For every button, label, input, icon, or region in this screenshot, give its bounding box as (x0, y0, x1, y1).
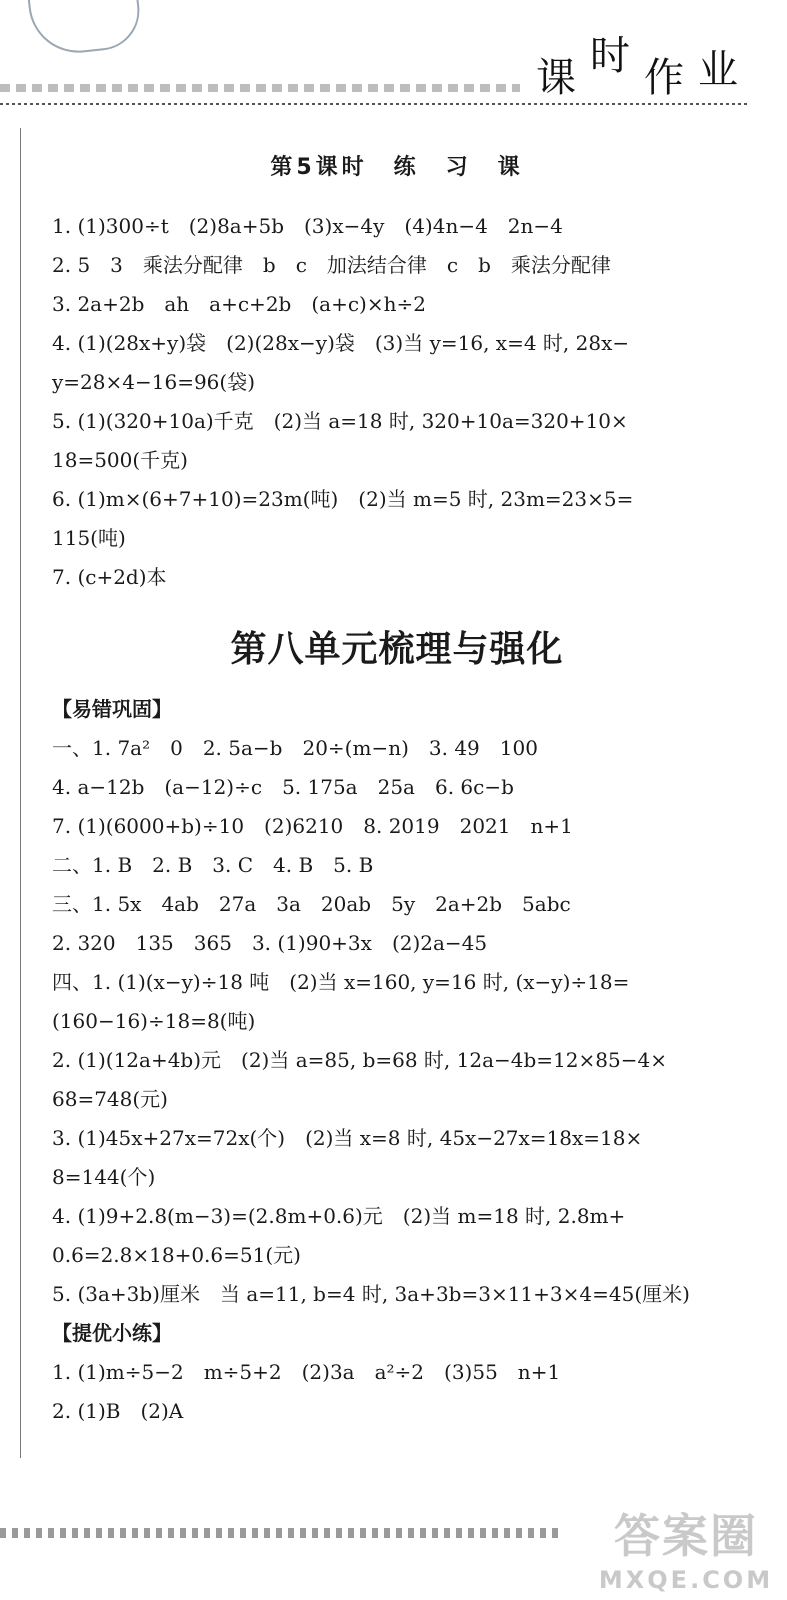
answer-line: 4. (1)(28x+y)袋 (2)(28x−y)袋 (3)当 y=16, x=4 时, 28x− (52, 331, 630, 355)
answer-line: 115(吨) (52, 526, 126, 550)
answer-line: 2. (1)B (2)A (52, 1399, 184, 1423)
section-heading: 【提优小练】 (52, 1321, 172, 1345)
header-dotted-rule (0, 103, 748, 105)
unit-answers-1 (52, 729, 742, 1314)
unit-title: 第八单元梳理与强化 (230, 629, 564, 670)
unit-answers-2 (52, 1353, 742, 1431)
answer-line: 一、1. 7a² 0 2. 5a−b 20÷(m−n) 3. 49 100 (52, 736, 538, 760)
header-title-char: 课 (536, 55, 576, 101)
answer-line: 18=500(千克) (52, 448, 188, 472)
answer-line: 1. (1)m÷5−2 m÷5+2 (2)3a a²÷2 (3)55 n+1 (52, 1360, 561, 1384)
header-dashed-rule (0, 84, 520, 92)
answer-line: 5. (1)(320+10a)千克 (2)当 a=18 时, 320+10a=320+10× (52, 409, 628, 433)
answer-line: 3. (1)45x+27x=72x(个) (2)当 x=8 时, 45x−27x=18x=18× (52, 1126, 643, 1150)
answer-line: 7. (1)(6000+b)÷10 (2)6210 8. 2019 2021 n+1 (52, 814, 573, 838)
answer-line: 6. (1)m×(6+7+10)=23m(吨) (2)当 m=5 时, 23m=23×5= (52, 487, 634, 511)
answer-line: 0.6=2.8×18+0.6=51(元) (52, 1243, 301, 1267)
answer-line: 四、1. (1)(x−y)÷18 吨 (2)当 x=160, y=16 时, (x−y)÷18= (52, 970, 630, 994)
watermark-url: MXQE.COM (598, 1566, 774, 1594)
answer-line: 3. 2a+2b ah a+c+2b (a+c)×h÷2 (52, 292, 426, 316)
answer-line: 二、1. B 2. B 3. C 4. B 5. B (52, 853, 374, 877)
answer-content (52, 150, 742, 1431)
answer-line: 三、1. 5x 4ab 27a 3a 20ab 5y 2a+2b 5abc (52, 892, 571, 916)
answer-line: 1. (1)300÷t (2)8a+5b (3)x−4y (4)4n−4 2n−4 (52, 214, 563, 238)
answer-line: 2. 5 3 乘法分配律 b c 加法结合律 c b 乘法分配律 (52, 253, 611, 277)
header-title-char: 作 (644, 55, 684, 101)
left-margin-rule (20, 128, 21, 1458)
footer-dotted-rule (0, 1528, 560, 1538)
watermark-text: 答案圈 (614, 1509, 758, 1563)
lesson-answers (52, 207, 742, 597)
lesson-title: 第5课时 练 习 课 (270, 155, 524, 180)
header-title-char: 时 (590, 33, 630, 79)
header-title-char: 业 (698, 47, 738, 93)
answer-line: y=28×4−16=96(袋) (52, 370, 256, 394)
watermark-logo (596, 1500, 776, 1594)
answer-line: 68=748(元) (52, 1087, 168, 1111)
header-title (536, 33, 738, 103)
answer-line: 8=144(个) (52, 1165, 156, 1189)
answer-line: 2. (1)(12a+4b)元 (2)当 a=85, b=68 时, 12a−4b=12×85−4× (52, 1048, 667, 1072)
answer-line: (160−16)÷18=8(吨) (52, 1009, 256, 1033)
answer-line: 5. (3a+3b)厘米 当 a=11, b=4 时, 3a+3b=3×11+3×4=45(厘米) (52, 1282, 690, 1306)
answer-line: 2. 320 135 365 3. (1)90+3x (2)2a−45 (52, 931, 488, 955)
answer-line: 4. a−12b (a−12)÷c 5. 175a 25a 6. 6c−b (52, 775, 514, 799)
answer-line: 7. (c+2d)本 (52, 565, 167, 589)
section-heading: 【易错巩固】 (52, 697, 172, 721)
answer-line: 4. (1)9+2.8(m−3)=(2.8m+0.6)元 (2)当 m=18 时, 2.8m+ (52, 1204, 626, 1228)
corner-stamp-graphic (27, 0, 144, 58)
